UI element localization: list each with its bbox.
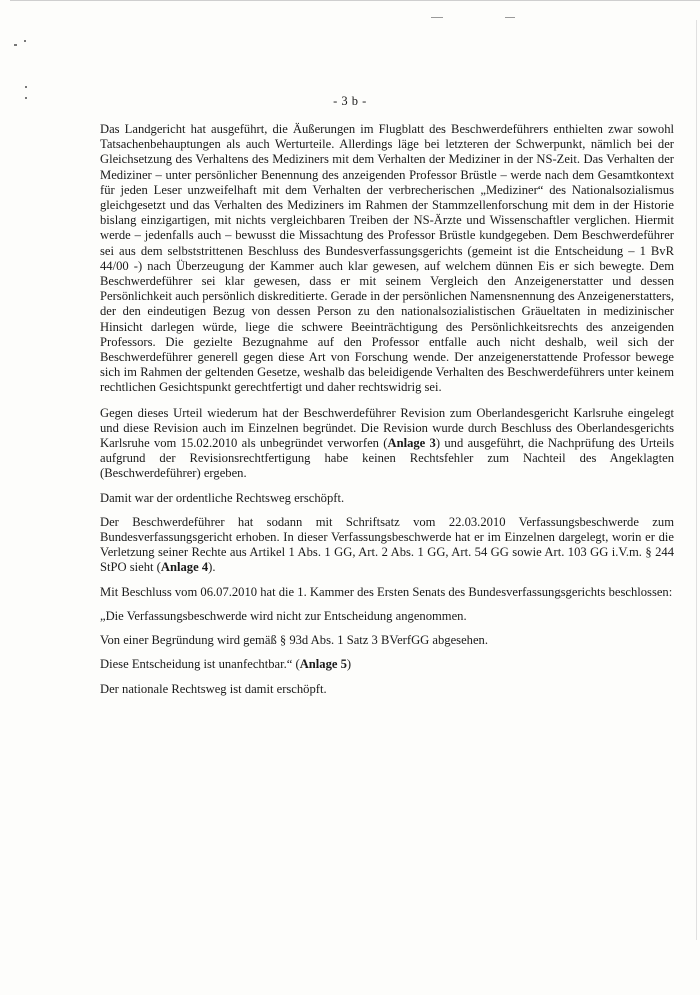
paragraph-quote-no-reasoning: Von einer Begründung wird gemäß § 93d Abs. 1 Satz 3 BVerfGG abgesehen.	[100, 633, 489, 648]
annex-reference: Anlage 4	[160, 560, 209, 575]
paragraph-text: Diese Entscheidung ist unanfechtbar.“ (	[100, 657, 300, 672]
page-number: - 3 b -	[333, 94, 367, 108]
paragraph-national-remedy-exhausted: Der nationale Rechtsweg ist damit erschöpft.	[100, 681, 327, 696]
scan-speck	[25, 86, 27, 88]
paragraph-legal-remedy-exhausted: Damit war der ordentliche Rechtsweg erschöpft.	[100, 490, 345, 505]
paragraph-text: Der Beschwerdeführer hat sodann mit Schriftsatz vom 22.03.2010 Verfassungsbeschwerde zum Bundesverfassungsgericht erhoben. In dieser Verfassungsbeschwerde hat er im Einzelnen dargelegt, worin er die Verletzung seiner Rechte aus Artikel 1 Abs. 1 GG, Art. 2 Abs. 1 GG, Art. 54 GG sowie Art. 103 GG i.V.m. § 244 StPO sieht (	[100, 514, 674, 575]
paragraph-text: )	[346, 657, 352, 672]
paragraph-quote-final	[100, 657, 674, 672]
annex-reference: Anlage 5	[299, 657, 347, 672]
paragraph-court-decision: Mit Beschluss vom 06.07.2010 hat die 1. Kammer des Ersten Senats des Bundesverfassungsgerichts beschlossen:	[100, 584, 673, 599]
paragraph-court-reasoning: Das Landgericht hat ausgeführt, die Äußerungen im Flugblatt des Beschwerdeführers enthielten zwar sowohl Tatsachenbehauptungen als auch Werturteile. Allerdings läge bei letzteren der Schwerpunkt, nämlich bei der Gleichsetzung des Verhaltens des Mediziners mit dem Verhalten der Mediziner in der NS-Zeit. Das Verhalten der Mediziner – unter persönlicher Benennung des anzeigenden Professor Brüstle – werde nach dem Gesamtkontext für jeden Leser unzweifelhaft mit dem Verhalten der verbrecherischen „Mediziner“ des Nationalsozialismus gleichgesetzt und das Verhalten des Mediziners im Rahmen der Stammzellenforschung mit dem in der Historie bislang einzigartigen, mit nichts vergleichbaren Treiben der NS-Ärzte und Wissenschaftler verglichen. Hiermit werde – jedenfalls auch – bewusst die Missachtung des Professor Brüstle kundgegeben. Dem Beschwerdeführer sei aus dem selbststrittenen Beschluss des Bundesverfassungsgerichts (gemeint ist die Entscheidung – 1 BvR 44/00 -) nach Überzeugung der Kammer auch klar gewesen, auf welchem dünnen Eis er sich bewegte. Dem Beschwerdeführer sei klar gewesen, dass er mit seinem Vergleich den Anzeigenerstatter und dessen Persönlichkeit auch persönlich diskreditierte. Gerade in der persönlichen Namensnennung des Anzeigenerstatters, der den eindeutigen Bezug von dessen Person zu den nationalsozialistischen Gräueltaten in medizinischer Hinsicht darlegen würde, liege die schwere Beeinträchtigung des Persönlichkeitsrechts des anzeigenden Professors. Die gezielte Bezugnahme auf den Professor entfalle auch nicht deshalb, weil sich der Beschwerdeführer generell gegen diese Art von Forschung wende. Der anzeigenerstattende Professor bewege sich im Rahmen der geltenden Gesetze, weshalb das beleidigende Verhalten des Beschwerdeführers unter keinem rechtlichen Gesichtspunkt gerechtfertigt und daher rechtswidrig sei.	[100, 122, 674, 395]
annex-reference: Anlage 3	[387, 436, 436, 451]
paragraph-constitutional-complaint	[100, 515, 674, 576]
scan-edge-right	[696, 20, 697, 940]
scan-mark	[505, 17, 515, 18]
paragraph-revision	[100, 406, 674, 482]
scan-edge-top	[10, 0, 700, 1]
paragraph-text: ).	[208, 560, 216, 575]
paragraph-quote-not-accepted: „Die Verfassungsbeschwerde wird nicht zur Entscheidung angenommen.	[100, 608, 467, 623]
scan-speck	[24, 40, 26, 42]
document-body	[100, 122, 674, 706]
paragraph-text: Gegen dieses Urteil wiederum hat der Beschwerdeführer Revision zum Oberlandesgericht Karlsruhe eingelegt und diese Revision auch im Einzelnen begründet. Die Revision wurde durch Beschluss des Oberlandesgerichts Karlsruhe vom 15.02.2010 als unbegründet verworfen (	[100, 405, 674, 451]
scan-speck	[14, 44, 17, 46]
paragraph-text: ) und ausgeführt, die Nachprüfung des Urteils aufgrund der Revisionsrechtfertigung habe keinen Rechtsfehler zum Nachteil des Angeklagten (Beschwerdeführer) ergeben.	[100, 436, 674, 481]
scan-mark	[431, 17, 443, 18]
